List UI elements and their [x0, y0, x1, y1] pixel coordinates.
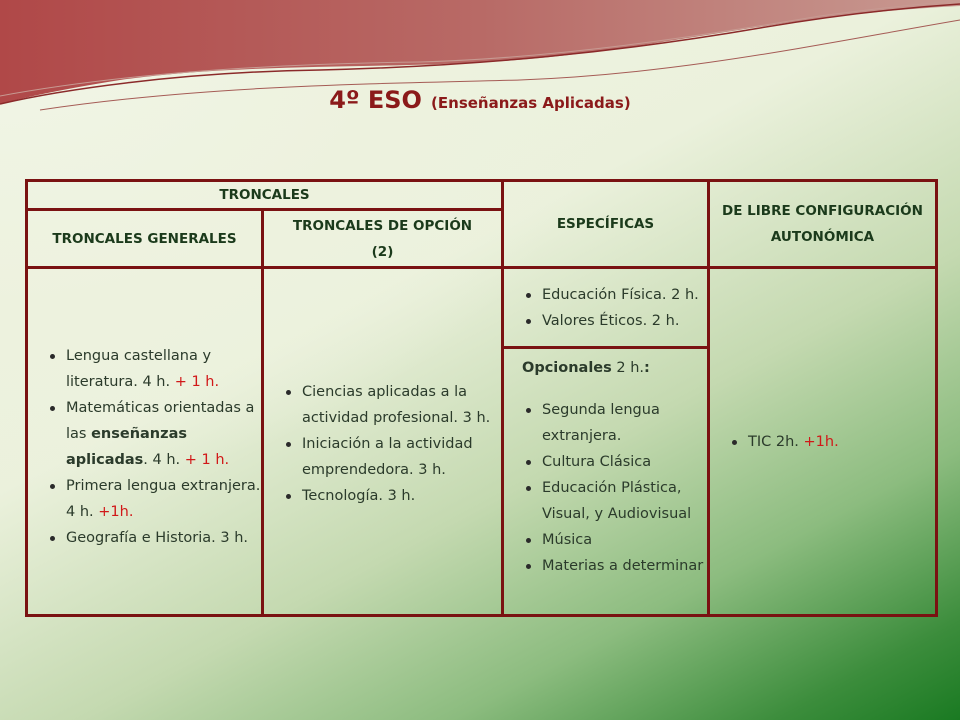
list-opcion: [264, 379, 501, 509]
list-libre: [710, 429, 935, 455]
list-item: Valores Éticos. 2 h.: [542, 308, 707, 334]
list-item: Segunda lengua extranjera.: [542, 397, 707, 449]
cell-especificas: [503, 268, 709, 348]
list-especificas: [504, 282, 707, 334]
header-opcion-line1: TRONCALES DE OPCIÓN: [292, 217, 473, 234]
subjects-table: [25, 179, 938, 617]
header-especificas: ESPECÍFICAS: [503, 181, 709, 268]
list-generales: [28, 343, 261, 551]
title-main: 4º ESO: [329, 86, 422, 114]
list-item: Educación Física. 2 h.: [542, 282, 707, 308]
list-item: Lengua castellana y literatura. 4 h. + 1 h.: [66, 343, 261, 395]
list-item: Matemáticas orientadas a las enseñanzas aplicadas. 4 h. + 1 h.: [66, 395, 261, 473]
cell-troncales-opcion: [263, 268, 503, 616]
cell-troncales-generales: [27, 268, 263, 616]
header-troncales: TRONCALES: [27, 181, 503, 210]
header-opcion-line2: (2): [371, 243, 394, 260]
list-item: TIC 2h. +1h.: [748, 429, 935, 455]
cell-opcionales: [503, 348, 709, 616]
list-item: Materias a determinar: [542, 553, 707, 579]
list-item: Cultura Clásica: [542, 449, 707, 475]
list-item: Iniciación a la actividad emprendedora. 3 h.: [302, 431, 501, 483]
opcionales-heading: Opcionales 2 h.:: [522, 360, 650, 376]
list-opcionales: [504, 397, 707, 579]
list-item: Geografía e Historia. 3 h.: [66, 525, 261, 551]
list-item: Educación Plástica, Visual, y Audiovisual: [542, 475, 707, 527]
cell-libre-configuracion: [709, 268, 937, 616]
list-item: Ciencias aplicadas a la actividad profesional. 3 h.: [302, 379, 501, 431]
title-sub: (Enseñanzas Aplicadas): [431, 94, 631, 112]
page-title: [0, 86, 960, 114]
header-troncales-opcion: [263, 210, 503, 268]
list-item: Primera lengua extranjera. 4 h. +1h.: [66, 473, 261, 525]
list-item: Música: [542, 527, 707, 553]
header-libre-configuracion: DE LIBRE CONFIGURACIÓN AUTONÓMICA: [709, 181, 937, 268]
header-troncales-generales: TRONCALES GENERALES: [27, 210, 263, 268]
list-item: Tecnología. 3 h.: [302, 483, 501, 509]
